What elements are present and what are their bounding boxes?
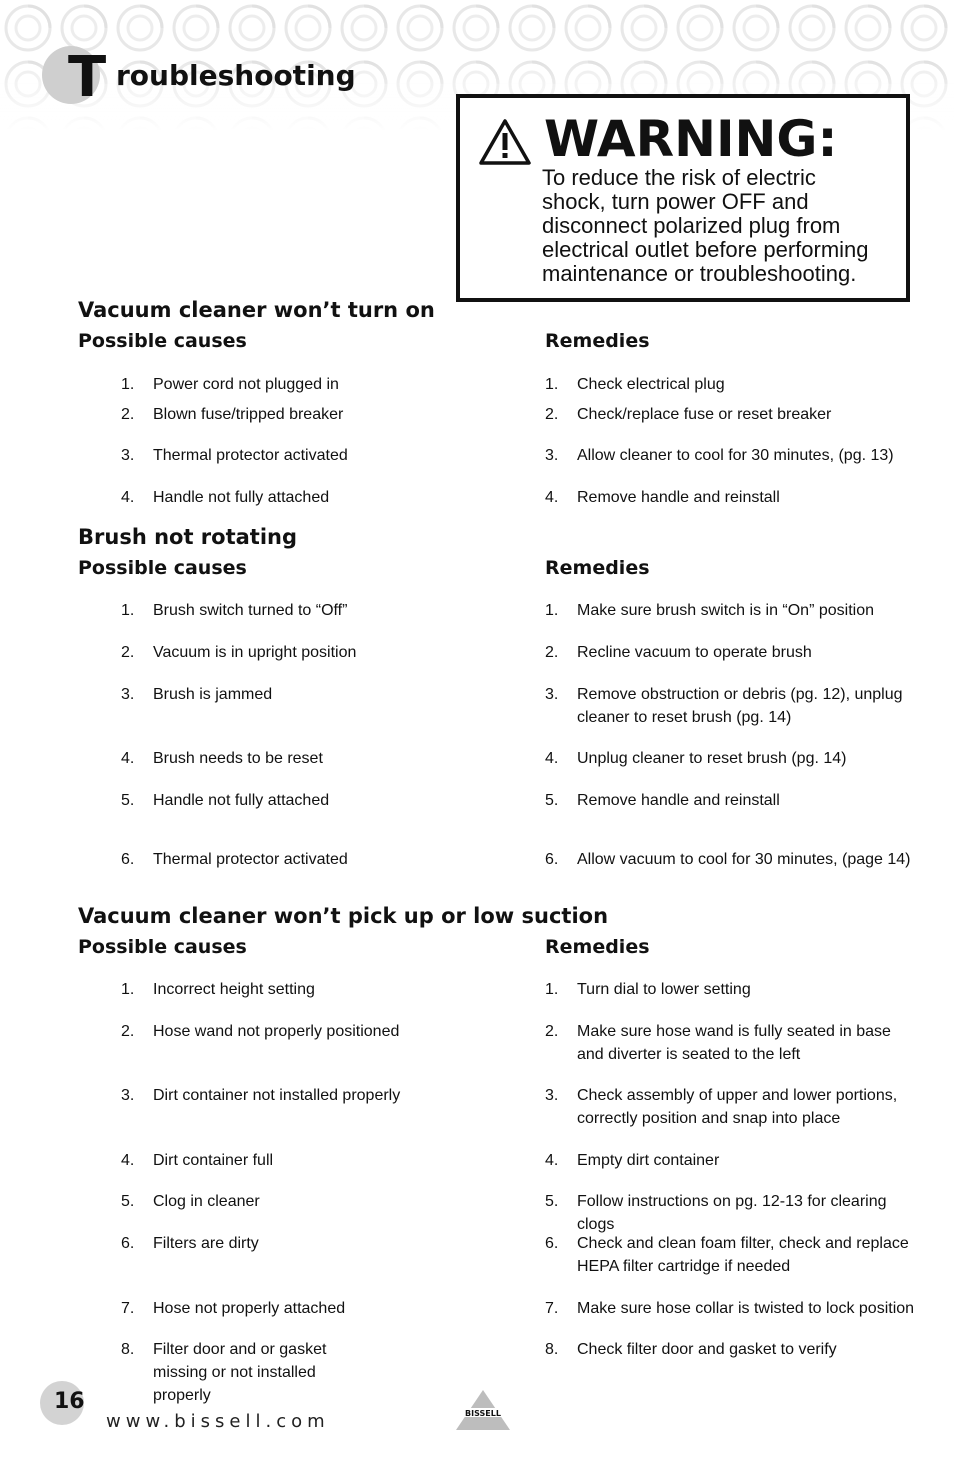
item-number: 5. (121, 792, 135, 809)
cause-text: Dirt container full (153, 1152, 274, 1169)
item-number: 4. (545, 750, 559, 767)
remedy-text: Recline vacuum to operate brush (577, 644, 812, 661)
item-number: 5. (121, 1193, 135, 1210)
cause-text: Clog in cleaner (153, 1193, 260, 1210)
item-number: 4. (121, 750, 135, 767)
remedy-text: Remove handle and reinstall (577, 489, 780, 506)
cause-text: Thermal protector activated (153, 851, 348, 868)
item-number: 2. (121, 644, 135, 661)
remedy-text: Follow instructions on pg. 12-13 for clearing clogs (577, 1193, 887, 1233)
item-number: 2. (545, 644, 559, 661)
item-number: 7. (545, 1300, 559, 1317)
remedy-text: Make sure hose collar is twisted to lock position (577, 1300, 915, 1317)
item-number: 2. (121, 1023, 135, 1040)
cause-text: Brush switch turned to “Off” (153, 602, 348, 619)
item-number: 2. (121, 406, 135, 423)
cause-text: Filter door and or gasket missing or not installed properly (153, 1341, 327, 1404)
remedies-header: Remedies (545, 557, 650, 579)
remedy-text: Make sure hose wand is fully seated in base and diverter is seated to the left (577, 1023, 891, 1063)
item-number: 6. (545, 851, 559, 868)
causes-header: Possible causes (78, 936, 247, 958)
footer-url: www.bissell.com (106, 1411, 330, 1432)
item-number: 7. (121, 1300, 135, 1317)
remedies-header: Remedies (545, 936, 650, 958)
cause-text: Hose wand not properly positioned (153, 1023, 400, 1040)
remedy-text: Check assembly of upper and lower portions, correctly position and snap into place (577, 1087, 898, 1127)
item-number: 3. (121, 686, 135, 703)
warning-box (456, 94, 910, 302)
remedy-text: Remove handle and reinstall (577, 792, 780, 809)
cause-text: Brush needs to be reset (153, 750, 323, 767)
remedy-text: Allow cleaner to cool for 30 minutes, (pg. 13) (577, 447, 894, 464)
remedy-text: Turn dial to lower setting (577, 981, 751, 998)
remedy-text: Empty dirt container (577, 1152, 720, 1169)
item-number: 2. (545, 1023, 559, 1040)
item-number: 1. (545, 602, 559, 619)
cause-text: Filters are dirty (153, 1235, 259, 1252)
causes-header: Possible causes (78, 330, 247, 352)
item-number: 4. (545, 489, 559, 506)
warning-line: shock, turn power OFF and (542, 189, 809, 214)
section-title: Vacuum cleaner won’t pick up or low suction (78, 904, 609, 928)
item-number: 3. (545, 686, 559, 703)
item-number: 1. (121, 981, 135, 998)
cause-text: Blown fuse/tripped breaker (153, 406, 344, 423)
warning-line: disconnect polarized plug from (542, 213, 841, 238)
page-number-text: 16 (54, 1389, 85, 1414)
title-initial: T (68, 45, 107, 110)
remedy-text: Allow vacuum to cool for 30 minutes, (page 14) (577, 851, 911, 868)
item-number: 6. (545, 1235, 559, 1252)
section-title: Vacuum cleaner won’t turn on (78, 298, 435, 322)
cause-text: Incorrect height setting (153, 981, 315, 998)
item-number: 1. (121, 602, 135, 619)
item-number: 4. (545, 1152, 559, 1169)
warning-line: maintenance or troubleshooting. (542, 261, 857, 286)
item-number: 6. (121, 851, 135, 868)
cause-text: Dirt container not installed properly (153, 1087, 401, 1104)
item-number: 1. (545, 376, 559, 393)
title-text: roubleshooting (116, 59, 356, 92)
item-number: 5. (545, 1193, 559, 1210)
section-title: Brush not rotating (78, 525, 298, 549)
warning-triangle-icon (478, 118, 532, 166)
remedy-text: Check filter door and gasket to verify (577, 1341, 837, 1358)
item-number: 1. (121, 376, 135, 393)
remedy-text: Make sure brush switch is in “On” position (577, 602, 874, 619)
item-number: 2. (545, 406, 559, 423)
remedy-text: Check/replace fuse or reset breaker (577, 406, 832, 423)
cause-text: Brush is jammed (153, 686, 273, 703)
cause-text: Thermal protector activated (153, 447, 348, 464)
causes-header: Possible causes (78, 557, 247, 579)
item-number: 5. (545, 792, 559, 809)
item-number: 4. (121, 489, 135, 506)
bissell-logo (452, 1388, 514, 1432)
remedy-text: Unplug cleaner to reset brush (pg. 14) (577, 750, 847, 767)
item-number: 4. (121, 1152, 135, 1169)
warning-title: WARNING: (544, 110, 838, 168)
cause-text: Vacuum is in upright position (153, 644, 357, 661)
remedy-text: Check electrical plug (577, 376, 725, 393)
cause-text: Handle not fully attached (153, 792, 330, 809)
warning-text (542, 166, 904, 286)
logo-wordmark: BISSELL (465, 1409, 501, 1418)
item-number: 6. (121, 1235, 135, 1252)
remedy-text: Check and clean foam filter, check and replace HEPA filter cartridge if needed (577, 1235, 909, 1275)
item-number: 8. (121, 1341, 135, 1358)
cause-text: Power cord not plugged in (153, 376, 339, 393)
page-number (40, 1381, 90, 1425)
item-number: 3. (121, 1087, 135, 1104)
remedy-text: Remove obstruction or debris (pg. 12), unplug cleaner to reset brush (pg. 14) (577, 686, 903, 726)
warning-line: To reduce the risk of electric (542, 165, 816, 190)
item-number: 8. (545, 1341, 559, 1358)
warning-line: electrical outlet before performing (542, 237, 869, 262)
item-number: 3. (545, 1087, 559, 1104)
cause-text: Hose not properly attached (153, 1300, 346, 1317)
cause-text: Handle not fully attached (153, 489, 330, 506)
item-number: 1. (545, 981, 559, 998)
item-number: 3. (121, 447, 135, 464)
item-number: 3. (545, 447, 559, 464)
remedies-header: Remedies (545, 330, 650, 352)
